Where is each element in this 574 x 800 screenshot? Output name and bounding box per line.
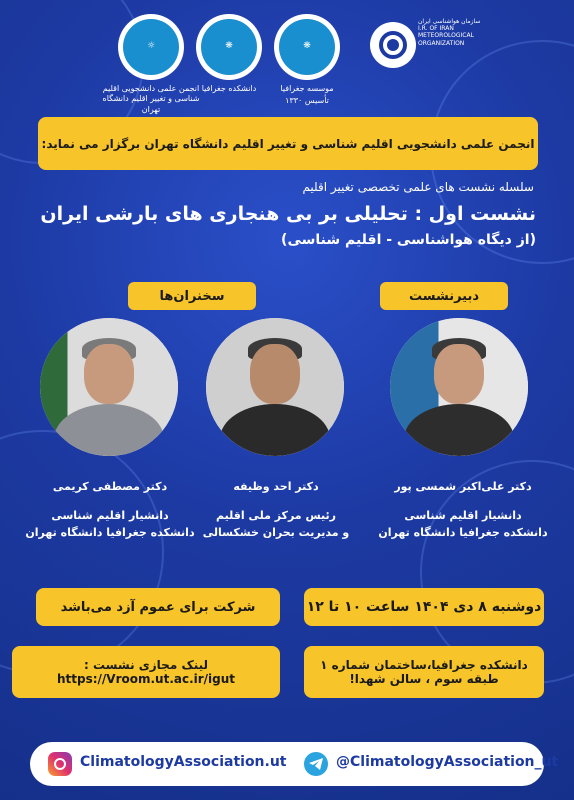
instagram-handle[interactable]: ClimatologyAssociation.ut bbox=[80, 754, 287, 770]
telegram-handle[interactable]: @ClimatologyAssociation_ut bbox=[336, 754, 559, 770]
role-line: دانشیار اقلیم شناسی bbox=[51, 509, 169, 522]
session-subtitle: (از دیگاه هواشناسی - اقلیم شناسی) bbox=[281, 232, 536, 248]
session-title: نشست اول : تحلیلی بر بی هنجاری های بارشی ایران bbox=[40, 203, 536, 225]
institute-caption: موسسه جغرافیا bbox=[280, 84, 334, 93]
instagram-icon[interactable] bbox=[48, 752, 72, 776]
online-link-box bbox=[12, 646, 280, 698]
speaker-photo-vazifeh bbox=[206, 318, 344, 456]
logos-row bbox=[0, 8, 574, 118]
speaker-role-karimi bbox=[20, 508, 200, 541]
speaker-role-vazifeh bbox=[196, 508, 356, 541]
faculty-logo: ❋ bbox=[196, 14, 262, 80]
secretary-name-shamsipour: دکتر علی‌اکبر شمسی پور bbox=[394, 480, 532, 493]
role-line: دانشیار اقلیم شناسی bbox=[404, 509, 522, 522]
online-link-url[interactable]: https://Vroom.ut.ac.ir/igut bbox=[56, 672, 236, 686]
location-box bbox=[304, 646, 544, 698]
speaker-name-karimi: دکتر مصطفی کریمی bbox=[52, 480, 168, 493]
location-line: دانشکده جغرافیا،ساختمان شماره ۱ bbox=[320, 658, 528, 672]
institute-year: تأسیس ۱۳۳۰ bbox=[285, 96, 329, 105]
speaker-name-vazifeh: دکتر احد وظیفه bbox=[233, 480, 319, 493]
role-line: دانشکده جغرافیا دانشگاه تهران bbox=[25, 525, 195, 539]
speakers-label: سخنران‌ها bbox=[128, 282, 256, 310]
role-line: دانشکده جغرافیا دانشگاه تهران bbox=[378, 525, 548, 539]
public-notice: شرکت برای عموم آزد می‌باشد bbox=[36, 588, 280, 626]
association-logo: ☼ bbox=[118, 14, 184, 80]
faculty-caption: دانشکده جغرافیا bbox=[201, 84, 257, 93]
meteorological-org-logo bbox=[370, 22, 416, 68]
speaker-photo-karimi bbox=[40, 318, 178, 456]
secretary-role-shamsipour bbox=[370, 508, 556, 541]
online-link-label: لینک مجازی نشست : bbox=[83, 658, 209, 672]
organizer-banner: انجمن علمی دانشجویی اقلیم شناسی و تغییر اقلیم دانشگاه تهران برگزار می نماید: bbox=[38, 117, 538, 170]
role-line: و مدیریت بحران خشکسالی bbox=[202, 525, 350, 539]
decor-circle bbox=[0, 430, 164, 674]
series-title: سلسله نشست های علمی تخصصی تغییر اقلیم bbox=[302, 180, 534, 194]
institute-logo: ❋ bbox=[274, 14, 340, 80]
location-line: طبقه سوم ، سالن شهدا! bbox=[349, 672, 499, 686]
telegram-icon[interactable] bbox=[304, 752, 328, 776]
date-time: دوشنبه ۸ دی ۱۴۰۴ ساعت ۱۰ تا ۱۲ bbox=[304, 588, 544, 626]
secretary-photo-shamsipour bbox=[390, 318, 528, 456]
role-line: رئیس مرکز ملی اقلیم bbox=[216, 509, 336, 522]
secretary-label: دبیرنشست bbox=[380, 282, 508, 310]
meteorological-org-caption: سازمان هواشناسی ایران I.R. OF IRAN METEOROLOGICAL ORGANIZATION bbox=[418, 18, 481, 47]
social-bar bbox=[30, 742, 559, 786]
association-caption: انجمن علمی دانشجویی اقلیم شناسی و تغییر اقلیم دانشگاه تهران bbox=[102, 84, 200, 114]
